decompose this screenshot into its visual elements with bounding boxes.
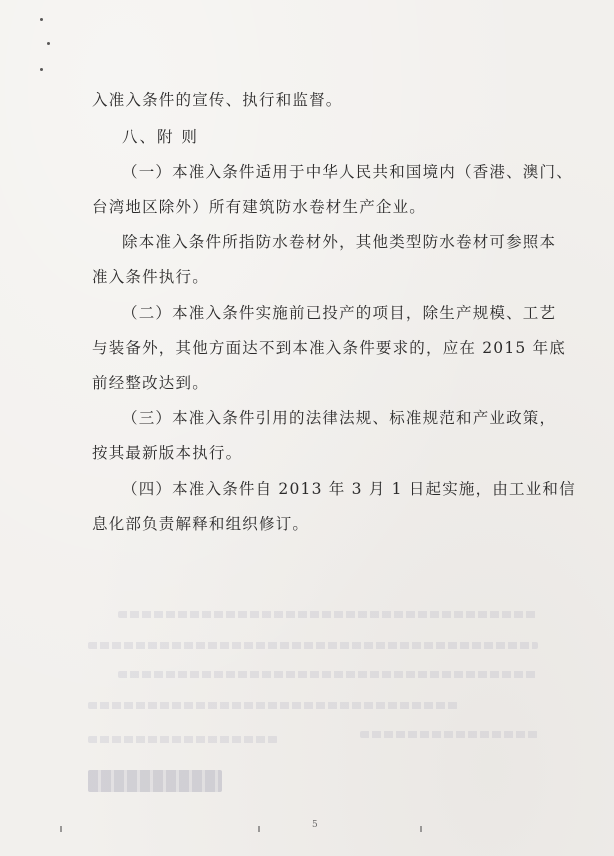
section-heading: 八、附 则 <box>122 128 199 146</box>
bleed-through-line <box>88 736 278 743</box>
body-line: 除本准入条件所指防水卷材外，其他类型防水卷材可参照本 <box>122 233 557 251</box>
binding-dot <box>40 68 43 71</box>
bleed-through-line <box>88 702 458 709</box>
bleed-through-stamp <box>88 770 222 792</box>
body-line: 前经整改达到。 <box>92 374 209 392</box>
scan-mark <box>60 826 62 832</box>
bleed-through-line <box>118 611 538 618</box>
body-line: （四）本准入条件自 2013 年 3 月 1 日起实施，由工业和信 <box>122 480 576 498</box>
binding-dot <box>40 18 43 21</box>
body-line: （一）本准入条件适用于中华人民共和国境内（香港、澳门、 <box>122 163 573 181</box>
body-line: 台湾地区除外）所有建筑防水卷材生产企业。 <box>92 198 427 216</box>
bleed-through-line <box>360 731 538 738</box>
body-line: 入准入条件的宣传、执行和监督。 <box>92 91 343 109</box>
body-line: （二）本准入条件实施前已投产的项目，除生产规模、工艺 <box>122 304 557 322</box>
bleed-through-line <box>118 671 538 678</box>
body-line: 息化部负责解释和组织修订。 <box>92 515 310 533</box>
page-number: 5 <box>312 820 318 830</box>
scan-mark <box>420 826 422 832</box>
body-line: 与装备外，其他方面达不到本准入条件要求的，应在 2015 年底 <box>92 339 567 357</box>
binding-dot <box>47 42 50 45</box>
body-line: 准入条件执行。 <box>92 268 209 286</box>
body-line: 按其最新版本执行。 <box>92 444 243 462</box>
scan-mark <box>258 826 260 832</box>
body-line: （三）本准入条件引用的法律法规、标准规范和产业政策， <box>122 409 557 427</box>
bleed-through-line <box>88 642 538 649</box>
